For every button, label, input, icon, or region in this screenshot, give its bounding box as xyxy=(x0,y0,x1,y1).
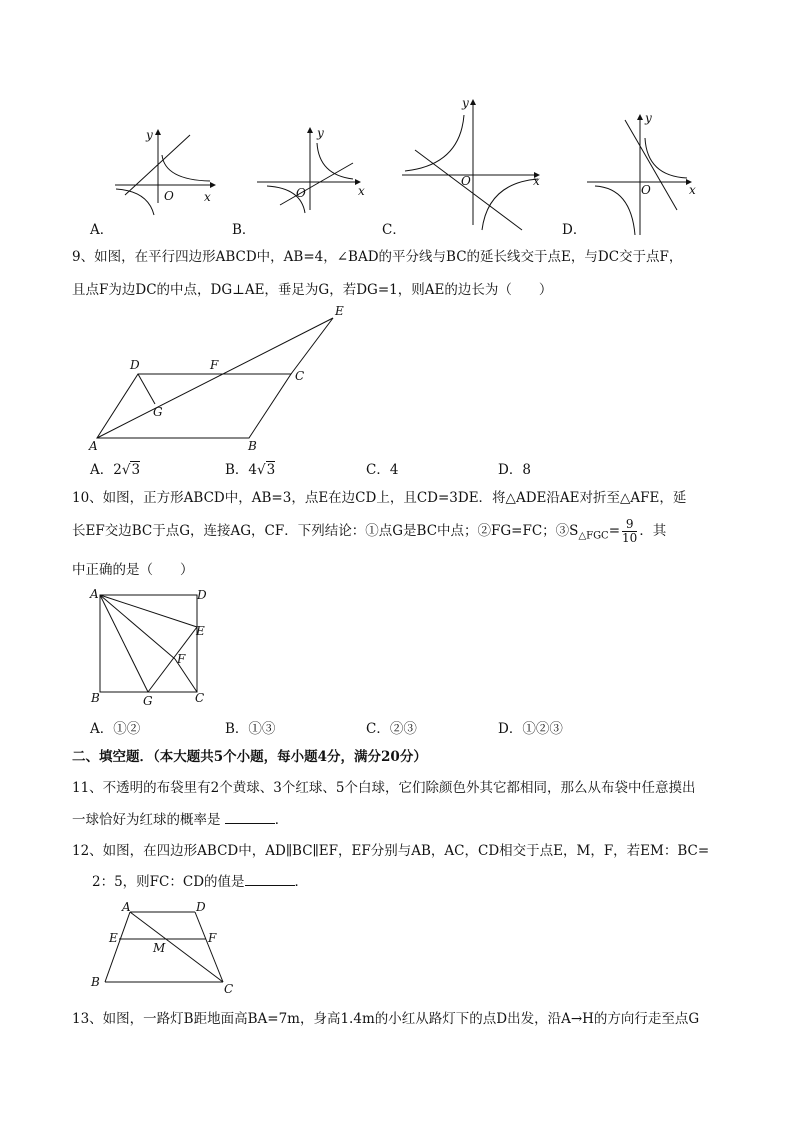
q8d-x: x xyxy=(689,183,696,197)
q12-label-e: E xyxy=(109,931,118,945)
q8-graph-b xyxy=(255,125,365,210)
q9-option-a[interactable]: A．2√3 xyxy=(90,462,141,478)
q9-label-g: G xyxy=(153,405,163,419)
q12-label-b: B xyxy=(91,975,100,989)
q12-figure xyxy=(85,897,245,997)
q8b-o: O xyxy=(296,186,306,200)
q11-line2-pre: 一球恰好为红球的概率是 xyxy=(72,812,221,828)
q8-graph-c xyxy=(400,95,550,230)
section-2-title: 二、填空题． xyxy=(72,749,153,765)
q8a-x: x xyxy=(204,190,211,204)
q11-text-line1: 11、不透明的布袋里有2个黄球、3个红球、5个白球，它们除颜色外其它都相同，那么从布袋中任意摸出 xyxy=(72,780,696,796)
q10-option-a[interactable]: A．①② xyxy=(90,721,141,737)
q9-text-line1: 9、如图，在平行四边形ABCD中，AB=4，∠BAD的平分线与BC的延长线交于点E，与DC交于点F， xyxy=(72,249,683,265)
q9-option-a-prefix: A．2 xyxy=(90,462,122,478)
q9-label-a: A xyxy=(89,439,98,453)
q11-line2-post: ． xyxy=(274,812,289,828)
q8-option-c[interactable]: C． xyxy=(382,222,406,238)
q10-line2-eq: = xyxy=(608,523,621,539)
section-2-note: （本大题共5个小题，每小题4分，满分20分） xyxy=(153,749,427,765)
q8c-y: y xyxy=(462,96,469,110)
q9-option-a-radicand: 3 xyxy=(131,462,141,478)
q10-figure xyxy=(85,585,215,710)
q12-label-f: F xyxy=(208,931,217,945)
q10-line2-sub: △FGC xyxy=(578,530,609,542)
q10-text-line2 xyxy=(72,516,666,546)
q12-line2-post: ． xyxy=(294,874,309,890)
q10-label-c: C xyxy=(195,691,205,705)
q10-frac-den: 10 xyxy=(622,531,638,545)
q8-option-a[interactable]: A． xyxy=(90,222,114,238)
q13-text-line1: 13、如图，一路灯B距地面高BA=7m，身高1.4m的小红从路灯下的点D出发，沿A→H的方向行走至点G xyxy=(72,1011,700,1027)
q9-option-b-radicand: 3 xyxy=(266,462,276,478)
q8c-x: x xyxy=(533,174,540,188)
q12-label-a: A xyxy=(122,900,131,914)
q8-graph-a xyxy=(110,125,220,205)
q11-text-line2 xyxy=(72,811,288,829)
q9-option-d[interactable]: D．8 xyxy=(498,462,531,478)
q8-option-d[interactable]: D． xyxy=(562,222,587,238)
q9-label-e: E xyxy=(335,304,344,318)
q12-text-line2 xyxy=(92,873,308,891)
q10-text-line1: 10、如图，正方形ABCD中，AB=3，点E在边CD上，且CD=3DE．将△ADE沿AE对折至△AFE，延 xyxy=(72,490,687,506)
q9-text-line2: 且点F为边DC的中点，DG⊥AE，垂足为G，若DG=1，则AE的边长为（ ） xyxy=(72,282,553,298)
q8-option-b[interactable]: B． xyxy=(232,222,256,238)
q8b-x: x xyxy=(358,184,365,198)
q12-label-m: M xyxy=(153,941,166,955)
q10-label-a: A xyxy=(90,587,99,601)
q10-label-f: F xyxy=(177,652,186,666)
q10-option-d[interactable]: D．①②③ xyxy=(498,721,563,737)
q10-line2-post: ．其 xyxy=(639,523,667,539)
q9-label-f: F xyxy=(210,358,219,372)
q12-answer-blank[interactable] xyxy=(245,873,295,886)
q8a-o: O xyxy=(164,189,174,203)
q9-label-d: D xyxy=(130,358,140,372)
q12-line2-pre: 2：5，则FC：CD的值是 xyxy=(92,874,245,890)
q9-option-b-prefix: B．4 xyxy=(225,462,258,478)
q12-label-c: C xyxy=(224,982,234,996)
q10-line2-pre: 长EF交边BC于点G，连接AG，CF．下列结论：①点G是BC中点；②FG=FC；③S xyxy=(72,523,579,539)
q9-label-b: B xyxy=(248,439,257,453)
section-2-heading xyxy=(72,748,427,766)
q12-text-line1: 12、如图，在四边形ABCD中，AD∥BC∥EF，EF分别与AB，AC，CD相交于点E，M，F，若EM：BC= xyxy=(72,843,710,859)
q10-option-c[interactable]: C．②③ xyxy=(366,721,417,737)
q9-label-c: C xyxy=(295,369,305,383)
q9-option-b[interactable]: B．4√3 xyxy=(225,462,276,478)
q8c-o: O xyxy=(461,174,471,188)
q12-label-d: D xyxy=(196,900,206,914)
q10-fraction xyxy=(622,518,637,545)
q8d-o: O xyxy=(641,183,651,197)
q11-answer-blank[interactable] xyxy=(225,811,275,824)
q8b-y: y xyxy=(317,126,324,140)
q8-graph-d xyxy=(585,110,700,240)
q10-label-e: E xyxy=(196,624,205,638)
q10-label-d: D xyxy=(197,588,207,602)
q8a-y: y xyxy=(146,128,153,142)
q9-figure xyxy=(85,300,355,455)
q10-option-b[interactable]: B．①③ xyxy=(225,721,276,737)
q9-option-c[interactable]: C．4 xyxy=(366,462,399,478)
q10-label-b: B xyxy=(91,691,100,705)
q10-frac-num: 9 xyxy=(622,518,637,532)
q8d-y: y xyxy=(645,111,652,125)
q10-text-line3: 中正确的是（ ） xyxy=(72,562,194,578)
q10-label-g: G xyxy=(143,694,153,708)
